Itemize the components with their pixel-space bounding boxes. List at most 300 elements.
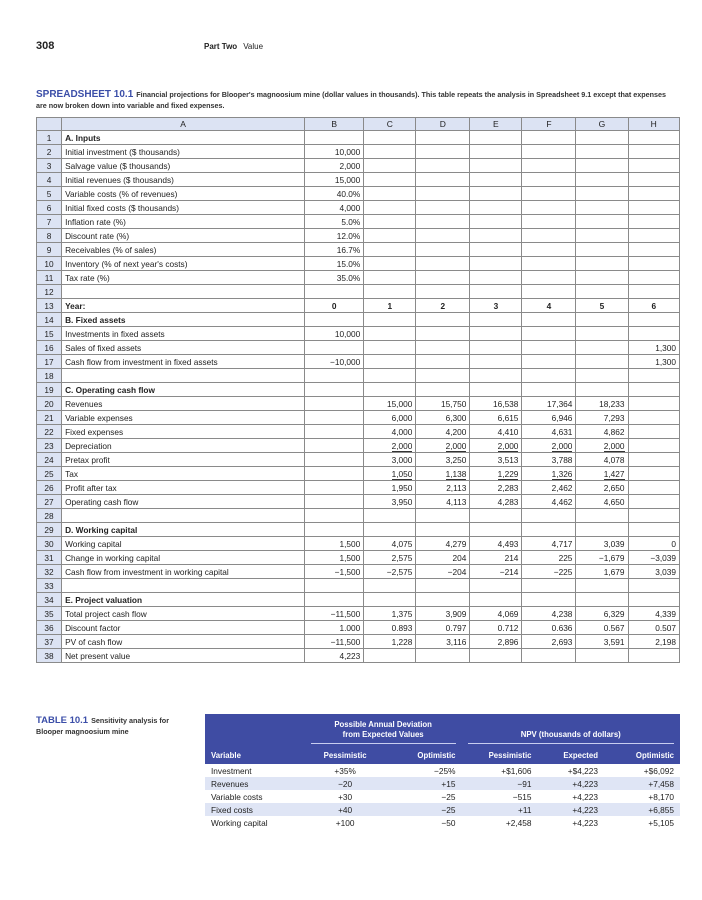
cell-value: 16.7% <box>336 244 361 255</box>
row-number: 1 <box>37 131 62 145</box>
cell-h <box>628 257 680 271</box>
cell-value: 2,113 <box>446 482 467 493</box>
cell-e <box>470 481 522 495</box>
cell-value: 15,000 <box>334 174 361 185</box>
cell-c <box>364 257 416 271</box>
cell-g <box>576 299 628 313</box>
row-label <box>62 439 305 453</box>
cell-f <box>522 131 576 145</box>
cell-value: 1 <box>387 300 393 311</box>
cell-h <box>628 229 680 243</box>
cell-f <box>522 607 576 621</box>
cell-g <box>576 649 628 663</box>
cell-e <box>470 439 522 453</box>
cell-value: 2,000 <box>339 160 361 171</box>
cell-b <box>305 257 364 271</box>
table-cell: +4,223 <box>572 817 598 828</box>
cell-value: 1,500 <box>339 552 361 563</box>
cell-h <box>628 551 680 565</box>
cell-f <box>522 327 576 341</box>
cell-value: 10,000 <box>334 328 361 339</box>
cell-value: 5 <box>599 300 605 311</box>
cell-value: 0.567 <box>603 622 625 633</box>
cell-c <box>364 369 416 383</box>
cell-g <box>576 327 628 341</box>
cell-h <box>628 579 680 593</box>
cell-h <box>628 649 680 663</box>
variable-name: Revenues <box>205 777 305 790</box>
running-head <box>204 42 263 51</box>
cell-g <box>576 201 628 215</box>
cell-b <box>305 579 364 593</box>
cell-d <box>416 481 470 495</box>
cell-e <box>470 173 522 187</box>
cell-e <box>470 313 522 327</box>
cell-c <box>364 453 416 467</box>
cell-b <box>305 523 364 537</box>
cell-c <box>364 299 416 313</box>
cell-e <box>470 215 522 229</box>
cell-value: −204 <box>447 566 467 577</box>
cell-value: 0 <box>331 300 337 311</box>
npv-group-header <box>462 714 681 747</box>
cell-d <box>416 495 470 509</box>
row-number: 24 <box>37 453 62 467</box>
cell-f <box>522 173 576 187</box>
cell-value: 2,693 <box>551 636 573 647</box>
cell-value: Revenues <box>65 398 103 409</box>
cell-e <box>470 355 522 369</box>
cell-e <box>470 383 522 397</box>
table-cell: −50 <box>441 817 456 828</box>
cell-value: 12.0% <box>336 230 361 241</box>
cell-d <box>416 173 470 187</box>
cell-value: 214 <box>504 552 519 563</box>
table-cell: −25% <box>434 765 456 776</box>
cell-value: 5.0% <box>341 216 361 227</box>
row-label <box>62 551 305 565</box>
row-number: 18 <box>37 369 62 383</box>
row-number: 22 <box>37 425 62 439</box>
table-cell: −91 <box>462 777 538 790</box>
table-cell: +40 <box>305 803 386 816</box>
cell-g <box>576 411 628 425</box>
variable-name: Working capital <box>211 817 268 828</box>
cell-value: 2,198 <box>655 636 676 647</box>
cell-h <box>628 201 680 215</box>
running-head-title: Value <box>243 42 264 51</box>
cell-value: D. Working capital <box>65 524 138 535</box>
npv-group-label: NPV (thousands of dollars) <box>468 730 675 744</box>
spreadsheet-row <box>37 467 680 481</box>
cell-c <box>364 201 416 215</box>
cell-b <box>305 593 364 607</box>
row-number: 31 <box>37 551 62 565</box>
cell-e <box>470 257 522 271</box>
cell-value: 3 <box>493 300 499 311</box>
cell-c <box>364 579 416 593</box>
cell-b <box>305 481 364 495</box>
cell-value: −1,500 <box>334 566 361 577</box>
cell-b <box>305 495 364 509</box>
spreadsheet-row <box>37 299 680 313</box>
cell-d <box>416 579 470 593</box>
cell-f <box>522 467 576 481</box>
cell-d <box>416 593 470 607</box>
spreadsheet-table <box>36 117 680 663</box>
cell-b <box>305 229 364 243</box>
table-row <box>205 764 680 777</box>
cell-value: Receivables (% of sales) <box>65 244 157 255</box>
table-caption <box>36 715 186 737</box>
cell-b <box>305 271 364 285</box>
corner-cell <box>37 118 62 131</box>
cell-g <box>576 481 628 495</box>
cell-value: Tax rate (%) <box>65 272 110 283</box>
table-cell: +7,458 <box>604 777 680 790</box>
cell-value: 4 <box>546 300 552 311</box>
cell-value: −11,500 <box>330 608 361 619</box>
cell-f <box>522 355 576 369</box>
table-cell: +8,170 <box>648 791 674 802</box>
cell-c <box>364 523 416 537</box>
cell-value: Discount rate (%) <box>65 230 130 241</box>
spreadsheet-row <box>37 495 680 509</box>
row-label <box>62 327 305 341</box>
variable-name: Fixed costs <box>205 803 305 816</box>
row-label <box>62 215 305 229</box>
row-label <box>62 383 305 397</box>
row-number: 28 <box>37 509 62 523</box>
spreadsheet-row <box>37 607 680 621</box>
row-number: 30 <box>37 537 62 551</box>
cell-c <box>364 509 416 523</box>
row-label <box>62 467 305 481</box>
cell-g <box>576 285 628 299</box>
cell-value: 15.0% <box>336 258 361 269</box>
cell-value: 10,000 <box>334 146 361 157</box>
cell-value: A. Inputs <box>65 132 101 143</box>
cell-value: 0.893 <box>391 622 413 633</box>
cell-b <box>305 439 364 453</box>
cell-c <box>364 397 416 411</box>
cell-e <box>470 551 522 565</box>
cell-d <box>416 243 470 257</box>
spreadsheet-row <box>37 425 680 439</box>
row-label <box>62 229 305 243</box>
cell-value: 4,493 <box>497 538 519 549</box>
column-header-d: D <box>416 118 470 131</box>
spreadsheet-row <box>37 593 680 607</box>
cell-e <box>470 523 522 537</box>
cell-value: 6,300 <box>445 412 467 423</box>
column-header-c: C <box>364 118 416 131</box>
cell-e <box>470 565 522 579</box>
row-label <box>62 201 305 215</box>
spreadsheet-row <box>37 453 680 467</box>
cell-b <box>305 565 364 579</box>
cell-c <box>364 313 416 327</box>
cell-g <box>576 313 628 327</box>
cell-value: Variable costs (% of revenues) <box>65 188 178 199</box>
table-cell: +5,105 <box>648 817 674 828</box>
cell-c <box>364 607 416 621</box>
row-label <box>62 593 305 607</box>
cell-h <box>628 173 680 187</box>
cell-b <box>305 327 364 341</box>
row-label <box>62 299 305 313</box>
cell-h <box>628 145 680 159</box>
cell-value: 4,000 <box>339 202 361 213</box>
cell-c <box>364 383 416 397</box>
cell-e <box>470 285 522 299</box>
row-label <box>62 257 305 271</box>
cell-d <box>416 621 470 635</box>
cell-c <box>364 551 416 565</box>
cell-value: 1.000 <box>339 622 361 633</box>
spreadsheet-row <box>37 523 680 537</box>
row-label <box>62 607 305 621</box>
row-label <box>62 173 305 187</box>
cell-e <box>470 299 522 313</box>
cell-e <box>470 425 522 439</box>
cell-g <box>576 635 628 649</box>
cell-c <box>364 411 416 425</box>
table-cell: +$1,606 <box>501 765 532 776</box>
table-cell: +4,223 <box>572 791 598 802</box>
cell-value: Operating cash flow <box>65 496 139 507</box>
cell-e <box>470 397 522 411</box>
cell-f <box>522 201 576 215</box>
cell-e <box>470 607 522 621</box>
deviation-group-header <box>305 714 462 747</box>
cell-c <box>364 159 416 173</box>
cell-value: Total project cash flow <box>65 608 147 619</box>
table-cell: +$4,223 <box>567 765 598 776</box>
row-number: 23 <box>37 439 62 453</box>
cell-b <box>305 369 364 383</box>
cell-value: 4,650 <box>603 496 625 507</box>
cell-e <box>470 229 522 243</box>
cell-f <box>522 187 576 201</box>
cell-b <box>305 649 364 663</box>
cell-value: 4,078 <box>603 454 625 465</box>
cell-d <box>416 411 470 425</box>
row-number: 16 <box>37 341 62 355</box>
column-header-g: G <box>576 118 628 131</box>
cell-e <box>470 243 522 257</box>
cell-value: 3,250 <box>445 454 467 465</box>
row-number: 32 <box>37 565 62 579</box>
cell-b <box>305 411 364 425</box>
row-label <box>62 313 305 327</box>
cell-d <box>416 467 470 481</box>
cell-e <box>470 187 522 201</box>
row-number: 5 <box>37 187 62 201</box>
spreadsheet-row <box>37 313 680 327</box>
row-number: 2 <box>37 145 62 159</box>
column-header: Expected <box>538 747 605 764</box>
cell-g <box>576 523 628 537</box>
column-header-row <box>37 118 680 131</box>
column-header: Optimistic <box>386 747 462 764</box>
cell-value: 4,000 <box>391 426 413 437</box>
cell-g <box>576 537 628 551</box>
cell-b <box>305 173 364 187</box>
cell-g <box>576 439 628 453</box>
cell-f <box>522 215 576 229</box>
cell-value: 18,233 <box>599 398 625 409</box>
row-number: 33 <box>37 579 62 593</box>
cell-value: 4,283 <box>497 496 519 507</box>
column-header: Variable <box>205 747 305 764</box>
cell-value: 3,000 <box>391 454 413 465</box>
cell-value: 16,538 <box>493 398 519 409</box>
cell-g <box>576 355 628 369</box>
table-cell: +35% <box>334 765 356 776</box>
cell-value: Inflation rate (%) <box>65 216 126 227</box>
cell-g <box>576 551 628 565</box>
cell-value: 17,364 <box>547 398 573 409</box>
table-row <box>205 790 680 803</box>
cell-g <box>576 467 628 481</box>
row-number: 29 <box>37 523 62 537</box>
cell-value: 6,946 <box>551 412 573 423</box>
cell-value: 7,293 <box>603 412 625 423</box>
cell-d <box>416 229 470 243</box>
cell-c <box>364 537 416 551</box>
cell-c <box>364 271 416 285</box>
cell-d <box>416 187 470 201</box>
cell-h <box>628 495 680 509</box>
cell-h <box>628 131 680 145</box>
cell-c <box>364 229 416 243</box>
cell-value: 1,228 <box>391 636 413 647</box>
cell-value: Profit after tax <box>65 482 117 493</box>
cell-c <box>364 565 416 579</box>
cell-h <box>628 397 680 411</box>
cell-d <box>416 159 470 173</box>
cell-f <box>522 313 576 327</box>
cell-b <box>305 187 364 201</box>
column-header-b: B <box>305 118 364 131</box>
cell-value: −2,575 <box>386 566 413 577</box>
row-label <box>62 649 305 663</box>
row-number: 3 <box>37 159 62 173</box>
cell-h <box>628 411 680 425</box>
spreadsheet-row <box>37 383 680 397</box>
row-number: 15 <box>37 327 62 341</box>
cell-b <box>305 313 364 327</box>
cell-h <box>628 271 680 285</box>
cell-value: Initial revenues ($ thousands) <box>65 174 174 185</box>
cell-g <box>576 369 628 383</box>
spreadsheet-row <box>37 271 680 285</box>
cell-b <box>305 537 364 551</box>
cell-f <box>522 271 576 285</box>
cell-value: −1,679 <box>598 552 625 563</box>
table-cell: +15 <box>386 777 462 790</box>
table-cell: −25 <box>441 791 456 802</box>
table-cell: −20 <box>305 777 386 790</box>
cell-d <box>416 369 470 383</box>
page-number: 308 <box>36 40 55 52</box>
row-number: 9 <box>37 243 62 257</box>
cell-b <box>305 383 364 397</box>
spreadsheet-row <box>37 257 680 271</box>
cell-value: 3,116 <box>446 636 467 647</box>
cell-h <box>628 285 680 299</box>
cell-b <box>305 355 364 369</box>
cell-e <box>470 131 522 145</box>
cell-value: 3,039 <box>603 538 625 549</box>
row-number: 12 <box>37 285 62 299</box>
table-cell: +$6,092 <box>643 765 674 776</box>
row-label <box>62 635 305 649</box>
cell-f <box>522 495 576 509</box>
cell-f <box>522 523 576 537</box>
spreadsheet-row <box>37 635 680 649</box>
cell-value: −10,000 <box>330 356 361 367</box>
cell-e <box>470 579 522 593</box>
cell-value: B. Fixed assets <box>65 314 126 325</box>
cell-c <box>364 173 416 187</box>
cell-b <box>305 467 364 481</box>
table-cell: −25 <box>386 803 462 816</box>
row-label <box>62 285 305 299</box>
table-caption-text: Sensitivity analysis for Blooper magnoosium mine <box>36 716 169 736</box>
cell-d <box>416 201 470 215</box>
spreadsheet-caption <box>36 89 676 111</box>
cell-value: 3,039 <box>655 566 676 577</box>
cell-value: Initial investment ($ thousands) <box>65 146 180 157</box>
row-number: 38 <box>37 649 62 663</box>
cell-b <box>305 201 364 215</box>
cell-value: 1,138 <box>445 468 467 479</box>
cell-value: 4,862 <box>603 426 625 437</box>
cell-h <box>628 467 680 481</box>
cell-c <box>364 439 416 453</box>
row-label <box>62 509 305 523</box>
cell-h <box>628 243 680 257</box>
cell-f <box>522 383 576 397</box>
variable-name: Variable costs <box>211 791 263 802</box>
cell-e <box>470 201 522 215</box>
cell-b <box>305 145 364 159</box>
row-number: 27 <box>37 495 62 509</box>
cell-value: Working capital <box>65 538 122 549</box>
cell-value: Discount factor <box>65 622 121 633</box>
table-row <box>205 777 680 790</box>
cell-value: C. Operating cash flow <box>65 384 155 395</box>
cell-value: Net present value <box>65 650 131 661</box>
cell-value: Tax <box>65 468 78 479</box>
cell-d <box>416 271 470 285</box>
cell-g <box>576 341 628 355</box>
cell-f <box>522 397 576 411</box>
row-number: 25 <box>37 467 62 481</box>
cell-g <box>576 565 628 579</box>
cell-d <box>416 215 470 229</box>
cell-value: 1,679 <box>603 566 625 577</box>
row-label <box>62 481 305 495</box>
row-number: 19 <box>37 383 62 397</box>
cell-value: 2,896 <box>497 636 519 647</box>
cell-f <box>522 551 576 565</box>
spreadsheet-row <box>37 369 680 383</box>
spreadsheet-row <box>37 509 680 523</box>
cell-g <box>576 579 628 593</box>
